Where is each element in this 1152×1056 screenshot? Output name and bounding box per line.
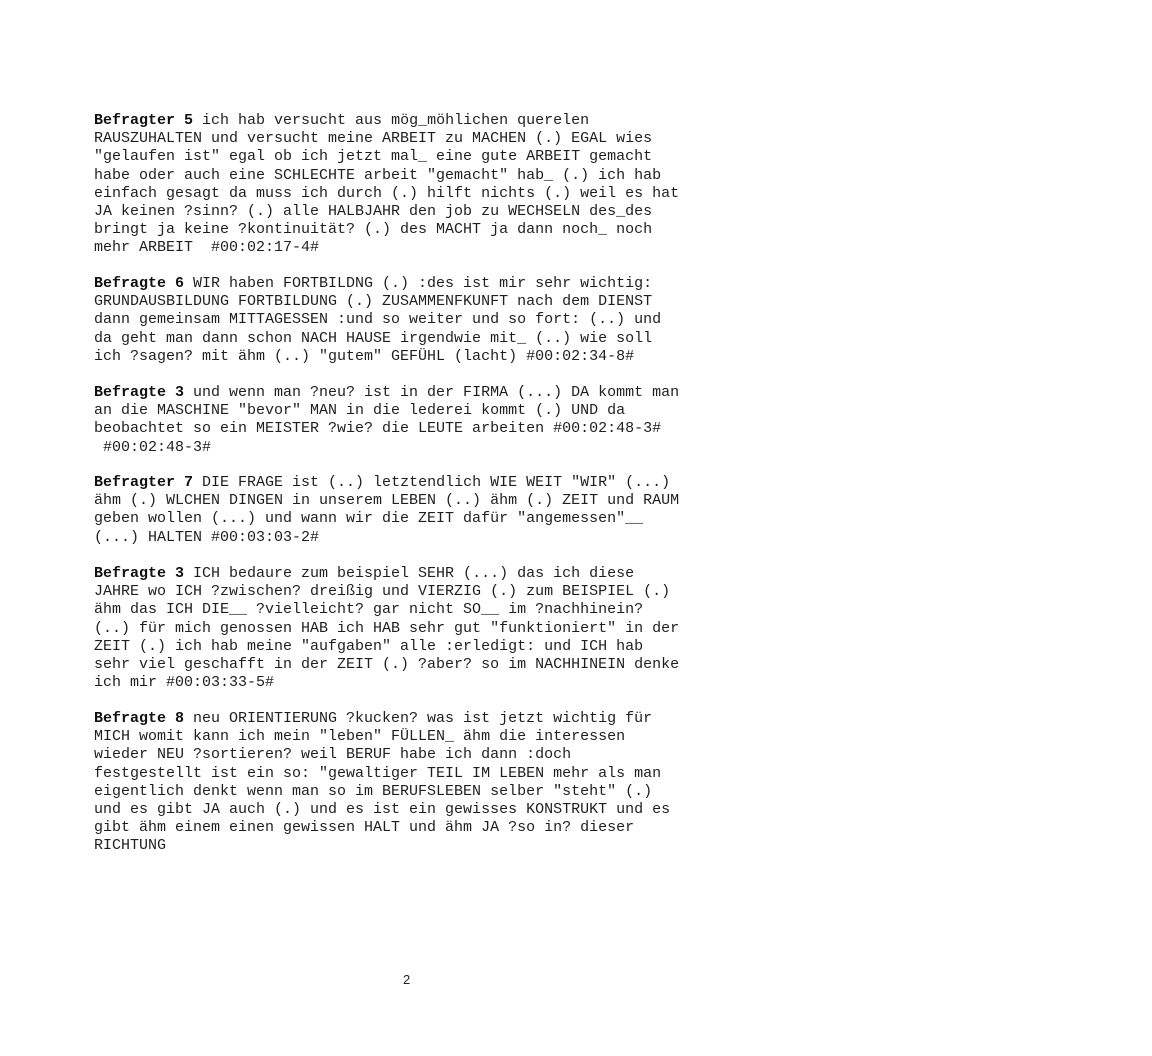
transcript-text: DIE FRAGE ist (..) letztendlich WIE WEIT "WIR" (...) ähm (.) WLCHEN DINGEN in unserem LEBEN (..) ähm (.) ZEIT und RAUM geben wollen (...) und wann wir die ZEIT dafür "angemessen"__ (...) HALTEN #00:03:03-2#: [94, 474, 680, 546]
page-number: 2: [403, 972, 411, 987]
speaker-label: Befragte 3: [94, 384, 185, 401]
speaker-label: Befragte 8: [94, 710, 185, 727]
speaker-label: Befragter 5: [94, 112, 194, 129]
transcript-block-6: [94, 710, 670, 856]
speaker-label: Befragte 3: [94, 565, 185, 582]
transcript-text: neu ORIENTIERUNG ?kucken? was ist jetzt wichtig für MICH womit kann ich mein "leben" FÜLLEN_ ähm die interessen wieder NEU ?sortieren? weil BERUF habe ich dann :doch festgestellt ist ein so: "gewaltiger TEIL IM LEBEN mehr als man eigentlich denkt wenn man so im BERUFSLEBEN selber "steht" (.) und es gibt JA auch (.) und es ist ein gewisses KONSTRUKT und es gibt ähm einem einen gewissen HALT und ähm JA ?so in? dieser RICHTUNG: [94, 710, 671, 855]
transcript-block-2: [94, 275, 661, 366]
speaker-label: Befragter 7: [94, 474, 194, 491]
transcript-block-4: [94, 474, 679, 547]
transcript-text: ich hab versucht aus mög_möhlichen querelen RAUSZUHALTEN und versucht meine ARBEIT zu MACHEN (.) EGAL wies "gelaufen ist" egal ob ich jetzt mal_ eine gute ARBEIT gemacht habe oder auch eine SCHLECHTE arbeit "gemacht" hab_ (.) ich hab einfach gesagt da muss ich durch (.) hilft nichts (.) weil es hat JA keinen ?sinn? (.) alle HALBJAHR den job zu WECHSELN des_des bringt ja keine ?kontinuität? (.) des MACHT ja dann noch_ noch mehr ARBEIT #00:02:17-4#: [94, 112, 680, 257]
transcript-text: ICH bedaure zum beispiel SEHR (...) das ich diese JAHRE wo ICH ?zwischen? dreißig und VIERZIG (.) zum BEISPIEL (.) ähm das ICH DIE__ ?vielleicht? gar nicht SO__ im ?nachhinein? (..) für mich genossen HAB ich HAB sehr gut "funktioniert" in der ZEIT (.) ich hab meine "aufgaben" alle :erledigt: und ICH hab sehr viel geschafft in der ZEIT (.) ?aber? so im NACHHINEIN denke ich mir #00:03:33-5#: [94, 565, 680, 692]
speaker-label: Befragte 6: [94, 275, 185, 292]
transcript-block-3: [94, 384, 679, 457]
transcript-text: und wenn man ?neu? ist in der FIRMA (...) DA kommt man an die MASCHINE "bevor" MAN in die lederei kommt (.) UND da beobachtet so ein MEISTER ?wie? die LEUTE arbeiten #00:02:48-3# #00:02:48-3#: [94, 384, 680, 456]
transcript-block-1: [94, 112, 679, 258]
transcript-block-5: [94, 565, 679, 692]
transcript-text: WIR haben FORTBILDNG (.) :des ist mir sehr wichtig: GRUNDAUSBILDUNG FORTBILDUNG (.) ZUSAMMENFKUNFT nach dem DIENST dann gemeinsam MITTAGESSEN :und so weiter und so fort: (..) und da geht man dann schon NACH HAUSE irgendwie mit_ (..) wie soll ich ?sagen? mit ähm (..) "gutem" GEFÜHL (lacht) #00:02:34-8#: [94, 275, 662, 365]
